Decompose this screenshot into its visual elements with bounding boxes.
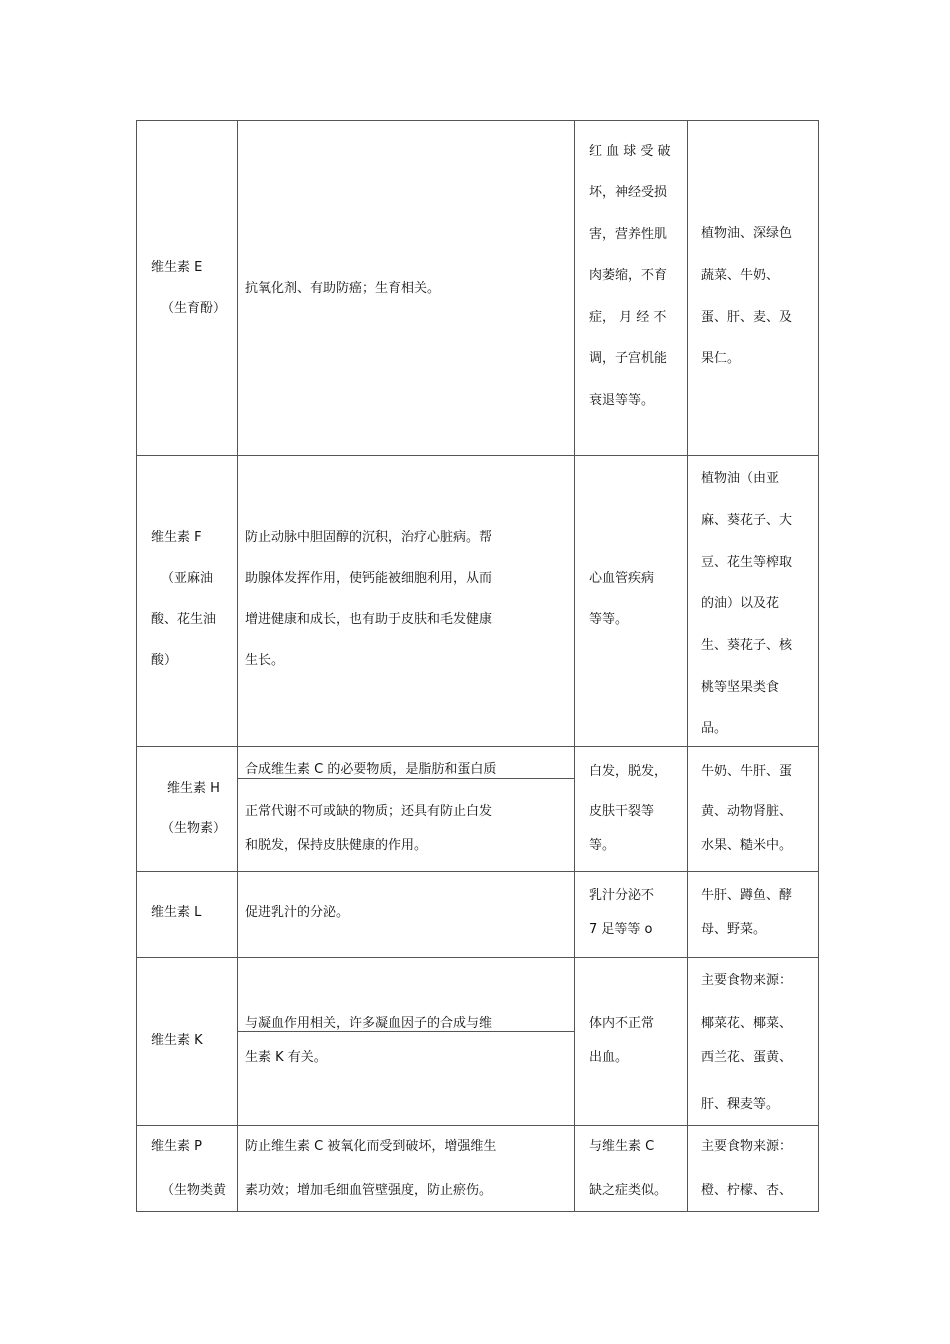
function-text: 与凝血作用相关，许多凝血因子的合成与维	[245, 1016, 493, 1031]
sources-text: 植物油（由亚	[701, 471, 780, 486]
sources-cell	[688, 747, 819, 872]
deficiency-text: 体内不正常	[589, 1016, 655, 1031]
function-text: 防止维生素 C 被氧化而受到破坏，增强维生	[245, 1139, 497, 1154]
sources-cell	[688, 872, 819, 958]
function-text: 正常代谢不可或缺的物质；还具有防止白发	[245, 804, 493, 819]
vitamin-alias: （亚麻油	[161, 571, 214, 586]
sources-text: 麻、葵花子、大	[701, 513, 793, 528]
cell-divider	[238, 778, 574, 779]
function-text: 生长。	[245, 653, 285, 668]
name-cell	[137, 872, 238, 958]
sources-text: 主要食物来源：	[701, 1139, 793, 1154]
deficiency-cell	[575, 456, 688, 747]
sources-text: 主要食物来源：	[701, 973, 793, 988]
deficiency-cell	[575, 872, 688, 958]
table-row-vitamin-f	[137, 456, 819, 747]
vitamin-alias: 酸、花生油	[151, 612, 217, 627]
deficiency-text: 出血。	[589, 1050, 629, 1065]
deficiency-text: 7 足等等 o	[589, 922, 653, 937]
table-row-vitamin-h	[137, 747, 819, 872]
vitamin-alias: （生育酚）	[161, 301, 227, 316]
name-cell	[137, 1126, 238, 1212]
sources-text: 蔬菜、牛奶、	[701, 268, 780, 283]
table-row-vitamin-e	[137, 121, 819, 456]
sources-text: 果仁。	[701, 351, 741, 366]
vitamin-table	[136, 120, 819, 1212]
vitamin-name: 维生素 E	[151, 260, 203, 275]
deficiency-cell	[575, 958, 688, 1126]
function-text: 素功效；增加毛细血管壁强度，防止瘀伤。	[245, 1183, 493, 1198]
vitamin-name: 维生素 K	[151, 1033, 203, 1048]
function-cell	[238, 456, 575, 747]
deficiency-text: 坏，神经受损	[589, 185, 668, 200]
function-text: 抗氧化剂、有助防癌；生育相关。	[245, 281, 441, 296]
sources-text: 蛋、肝、麦、及	[701, 310, 793, 325]
deficiency-text: 皮肤干裂等	[589, 804, 655, 819]
sources-text: 桃等坚果类食	[701, 680, 780, 695]
deficiency-text: 等。	[589, 838, 616, 853]
table-row-vitamin-l	[137, 872, 819, 958]
table-row-vitamin-k	[137, 958, 819, 1126]
function-text: 促进乳汁的分泌。	[245, 905, 350, 920]
vitamin-alias: 酸）	[151, 653, 178, 668]
deficiency-text: 与维生素 C	[589, 1139, 655, 1154]
function-cell	[238, 958, 575, 1126]
vitamin-alias: （生物类黄	[161, 1183, 227, 1198]
deficiency-cell	[575, 1126, 688, 1212]
sources-text: 橙、柠檬、杏、	[701, 1183, 793, 1198]
function-text: 合成维生素 C 的必要物质，是脂肪和蛋白质	[245, 762, 497, 777]
sources-text: 牛奶、牛肝、蛋	[701, 764, 793, 779]
sources-text: 椰菜花、椰菜、	[701, 1016, 793, 1031]
sources-text: 牛肝、蹲鱼、酵	[701, 888, 793, 903]
deficiency-text: 害，营养性肌	[589, 227, 668, 242]
table-row-vitamin-p	[137, 1126, 819, 1212]
function-text: 和脱发，保持皮肤健康的作用。	[245, 838, 428, 853]
function-cell	[238, 1126, 575, 1212]
sources-text: 黄、动物肾脏、	[701, 804, 793, 819]
deficiency-text: 症， 月 经 不	[589, 310, 667, 325]
name-cell	[137, 958, 238, 1126]
sources-cell	[688, 1126, 819, 1212]
sources-text: 品。	[701, 721, 728, 736]
sources-text: 肝、稞麦等。	[701, 1097, 780, 1112]
sources-text: 生、葵花子、核	[701, 638, 793, 653]
function-cell	[238, 747, 575, 872]
sources-text: 母、野菜。	[701, 922, 767, 937]
cell-divider	[238, 1031, 574, 1032]
deficiency-text: 白发，脱发，	[589, 764, 668, 779]
vitamin-name: 维生素 L	[151, 905, 202, 920]
function-text: 防止动脉中胆固醇的沉积，治疗心脏病。帮	[245, 530, 493, 545]
sources-text: 豆、花生等榨取	[701, 555, 793, 570]
name-cell	[137, 121, 238, 456]
sources-cell	[688, 456, 819, 747]
deficiency-text: 缺之症类似。	[589, 1183, 668, 1198]
deficiency-text: 衰退等等。	[589, 393, 655, 408]
deficiency-cell	[575, 747, 688, 872]
vitamin-name: 维生素 F	[151, 530, 202, 545]
function-text: 助腺体发挥作用，使钙能被细胞利用，从而	[245, 571, 493, 586]
sources-text: 的油）以及花	[701, 596, 780, 611]
function-text: 增进健康和成长，也有助于皮肤和毛发健康	[245, 612, 493, 627]
name-cell	[137, 456, 238, 747]
sources-cell	[688, 121, 819, 456]
deficiency-text: 心血管疾病	[589, 571, 655, 586]
vitamin-alias: （生物素）	[161, 821, 227, 836]
sources-text: 水果、糙米中。	[701, 838, 793, 853]
name-cell	[137, 747, 238, 872]
sources-text: 植物油、深绿色	[701, 226, 793, 241]
deficiency-text: 肉萎缩，不育	[589, 268, 668, 283]
function-cell	[238, 872, 575, 958]
function-text: 生素 K 有关。	[245, 1050, 327, 1065]
deficiency-text: 等等。	[589, 612, 629, 627]
vitamin-name: 维生素 P	[151, 1139, 202, 1154]
deficiency-text: 红 血 球 受 破	[589, 144, 671, 159]
sources-cell	[688, 958, 819, 1126]
sources-text: 西兰花、蛋黄、	[701, 1050, 793, 1065]
deficiency-text: 乳汁分泌不	[589, 888, 655, 903]
deficiency-cell	[575, 121, 688, 456]
vitamin-name: 维生素 H	[167, 781, 220, 796]
deficiency-text: 调，子宫机能	[589, 351, 668, 366]
function-cell	[238, 121, 575, 456]
